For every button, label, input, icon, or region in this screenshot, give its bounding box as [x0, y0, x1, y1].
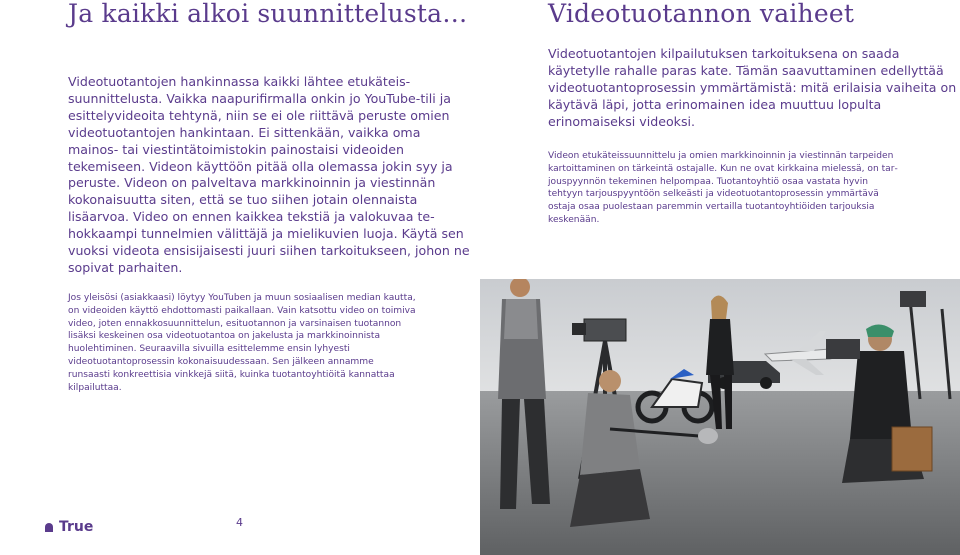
true-logo-mark [43, 521, 55, 533]
left-heading: Ja kaikki alkoi suunnittelusta… [68, 0, 468, 28]
left-intro-paragraph: Videotuotantojen hankinnassa kaikki lähtee etukäteissuunnittelusta. Vaikka naapurifirmalla onkin jo YouTube-tili ja esittelyvideoita tehtynä, niin se ei ole riittävä peruste omien videotuotantojen hankintaan. Ei sittenkään, vaikka oma mainos- tai viestintätoimistokin painostaisi videoiden tekemiseen. Videon käyttöön pitää olla olemassa jokin syy ja peruste. Videon on palveltava markkinoinnin ja viestinnän kokonaisuutta siten, että se tuo siihen jotain olennaista lisäarvoa. Video on ennen kaikkea tekstiä ja valokuvaa tehokkaampi tunnelmien välittäjä ja mielikuvien luoja. Käytä sen vuoksi videota ensisijaisesti juuri siihen tarkoitukseen, johon ne sopivat parhaiten. [68, 74, 470, 275]
wooden-apple-box [892, 427, 932, 471]
film-crew-photo [480, 279, 960, 555]
left-small-paragraph: Jos yleisösi (asiakkaasi) löytyy YouTuben ja muun sosiaalisen median kautta, on videoiden käyttö ehdottomasti paikallaan. Vain katsottu video on toimiva video, joten ennakkosuunnittelun, esituotannon ja varsinaisen tuotannon lisäksi keskeinen osa videotuotantoa on jakelusta ja markkinoinnista huolehtiminen. Seuraavilla sivuilla esittelemme ensin lyhyesti videotuotantoprosessin kokonaisuudessaan. Sen jälkeen annamme runsaasti konkreettisia vinkkejä siitä, kuinka tuotantoyhtiöitä kannattaa kilpailuttaa. [68, 293, 416, 393]
right-small-paragraph: Videon etukäteissuunnittelu ja omien markkinoinnin ja viestinnän tarpeiden kartoittaminen on tärkeintä ostajalle. Kun ne ovat kirkkaina mielessä, on tarjouspyynnön tekeminen helpompaa. Tuotantoyhtiö osaa vastata hyvin tehtyyn tarjouspyyntöön selkeästi ja videotuotantoprosessin ymmärtävä ostaja osaa puolestaan paremmin vertailla tuotantoyhtiöiden tarjouksia keskenään. [548, 151, 898, 225]
true-logo [43, 516, 93, 538]
logo-text: True [59, 519, 94, 535]
right-intro-paragraph: Videotuotantojen kilpailutuksen tarkoituksena on saada käytetylle rahalle paras kate. Tämän saavuttaminen edellyttää videotuotantoprosessin ymmärtämistä: mitä erilaisia vaiheita on käytävä läpi, jotta erinomainen idea muuttuu lopulta erinomaiseksi videoksi. [548, 46, 957, 129]
page-number: 4 [236, 516, 243, 529]
right-heading: Videotuotannon vaiheet [548, 0, 855, 28]
